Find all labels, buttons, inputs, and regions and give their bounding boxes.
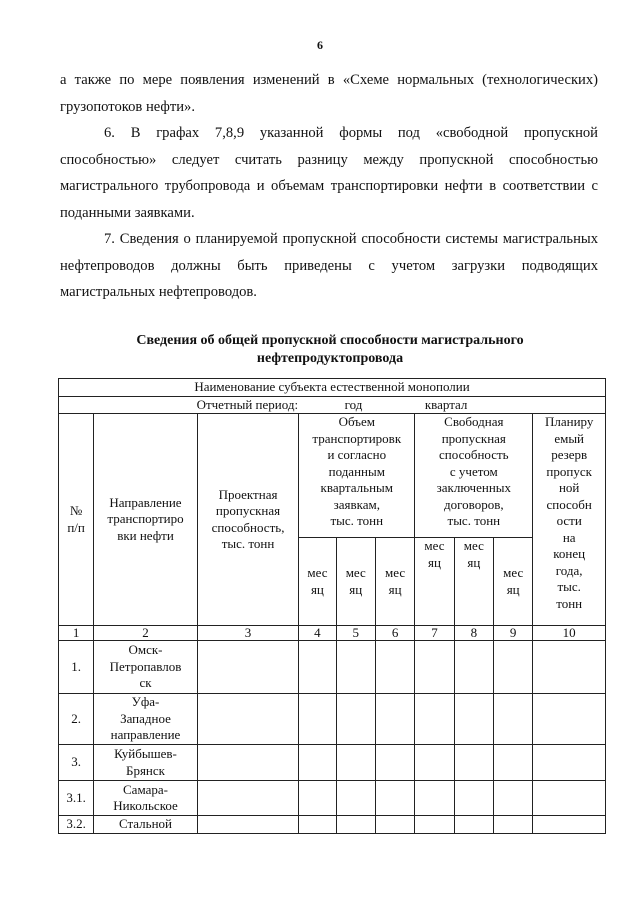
column-number: 1 [59, 626, 94, 641]
empty-cell [299, 816, 336, 834]
empty-cell [415, 745, 454, 781]
period-label: Отчетный период: [196, 396, 299, 412]
column-number-row [59, 626, 606, 641]
empty-cell [336, 641, 375, 694]
month-header: мес яц [415, 538, 454, 626]
row-number: 3. [59, 745, 94, 781]
row-number: 2. [59, 694, 94, 745]
header-free-capacity: Свободная пропускная способность с учетом заключенных договоров, тыс. тонн [415, 414, 533, 538]
empty-cell [494, 694, 533, 745]
subject-cell: Наименование субъекта естественной монополии [59, 379, 606, 397]
paragraph-text: а также по мере появления изменений в «Схеме нормальных (технологических) грузопотоков нефти». [60, 72, 598, 115]
row-number: 3.1. [59, 781, 94, 816]
page-number: 6 [317, 38, 323, 52]
empty-cell [454, 745, 493, 781]
empty-cell [299, 641, 336, 694]
table-title-line: Сведения об общей пропускной способности магистрального [136, 333, 524, 348]
paragraph-text: 6. В графах 7,8,9 указанной формы под «свободной пропускной способностью» следует считать разницу между пропускной способностью магистрального трубопровода и объемам транспортировки нефти в соответствии с поданными заявками. [60, 125, 598, 221]
empty-cell [415, 816, 454, 834]
empty-cell [454, 816, 493, 834]
empty-cell [299, 745, 336, 781]
period-cell [59, 396, 606, 414]
paragraph-text: 7. Сведения о планируемой пропускной способности системы магистральных нефтепроводов должны быть приведены с учетом загрузки подводящих магистральных нефтепроводов. [60, 231, 598, 300]
header-design-capacity: Проектная пропускная способность, тыс. тонн [197, 414, 299, 626]
row-direction: Самара- Никольское [94, 781, 198, 816]
table-row [59, 641, 606, 694]
month-header: мес яц [375, 538, 414, 626]
empty-cell [454, 694, 493, 745]
empty-cell [336, 781, 375, 816]
row-direction: Омск- Петропавлов ск [94, 641, 198, 694]
empty-cell [197, 641, 299, 694]
header-direction: Направление транспортиро вки нефти [94, 414, 198, 626]
paragraph-continuation [60, 67, 598, 120]
header-volume: Объем транспортировк и согласно поданным квартальным заявкам, тыс. тонн [299, 414, 415, 538]
empty-cell [375, 781, 414, 816]
empty-cell [197, 781, 299, 816]
row-direction: Куйбышев- Брянск [94, 745, 198, 781]
column-number: 7 [415, 626, 454, 641]
capacity-table [58, 378, 606, 834]
empty-cell [375, 694, 414, 745]
column-number: 8 [454, 626, 493, 641]
empty-cell [336, 745, 375, 781]
month-header: мес яц [336, 538, 375, 626]
empty-cell [494, 781, 533, 816]
empty-cell [415, 641, 454, 694]
row-number: 3.2. [59, 816, 94, 834]
table-row [59, 781, 606, 816]
column-number: 10 [533, 626, 606, 641]
empty-cell [533, 816, 606, 834]
period-year: год [344, 396, 363, 412]
empty-cell [454, 641, 493, 694]
empty-cell [415, 694, 454, 745]
empty-cell [375, 641, 414, 694]
empty-cell [533, 781, 606, 816]
table-row [59, 745, 606, 781]
column-number: 2 [94, 626, 198, 641]
column-number: 3 [197, 626, 299, 641]
month-header: мес яц [299, 538, 336, 626]
empty-cell [415, 781, 454, 816]
empty-cell [336, 816, 375, 834]
header-planned-reserve: Планиру емый резерв пропуск ной способн ости на конец года, тыс. тонн [533, 414, 606, 626]
month-header: мес яц [454, 538, 493, 626]
empty-cell [533, 745, 606, 781]
header-row [59, 414, 606, 538]
row-number: 1. [59, 641, 94, 694]
table-title-line: нефтепродуктопровода [256, 351, 404, 366]
empty-cell [336, 694, 375, 745]
header-num: № п/п [59, 414, 94, 626]
period-row [59, 396, 606, 414]
table-row [59, 816, 606, 834]
column-number: 5 [336, 626, 375, 641]
row-direction: Уфа- Западное направление [94, 694, 198, 745]
empty-cell [494, 641, 533, 694]
period-quarter: квартал [424, 396, 468, 412]
column-number: 9 [494, 626, 533, 641]
empty-cell [197, 745, 299, 781]
empty-cell [299, 694, 336, 745]
paragraph-item-7 [60, 226, 598, 306]
empty-cell [454, 781, 493, 816]
empty-cell [533, 641, 606, 694]
empty-cell [197, 816, 299, 834]
column-number: 6 [375, 626, 414, 641]
subject-row [59, 379, 606, 397]
table-row [59, 694, 606, 745]
empty-cell [494, 745, 533, 781]
row-direction: Стальной [94, 816, 198, 834]
empty-cell [375, 816, 414, 834]
empty-cell [375, 745, 414, 781]
empty-cell [197, 694, 299, 745]
empty-cell [533, 694, 606, 745]
empty-cell [299, 781, 336, 816]
empty-cell [494, 816, 533, 834]
column-number: 4 [299, 626, 336, 641]
paragraph-item-6 [60, 120, 598, 226]
table-title [60, 332, 600, 368]
month-header: мес яц [494, 538, 533, 626]
